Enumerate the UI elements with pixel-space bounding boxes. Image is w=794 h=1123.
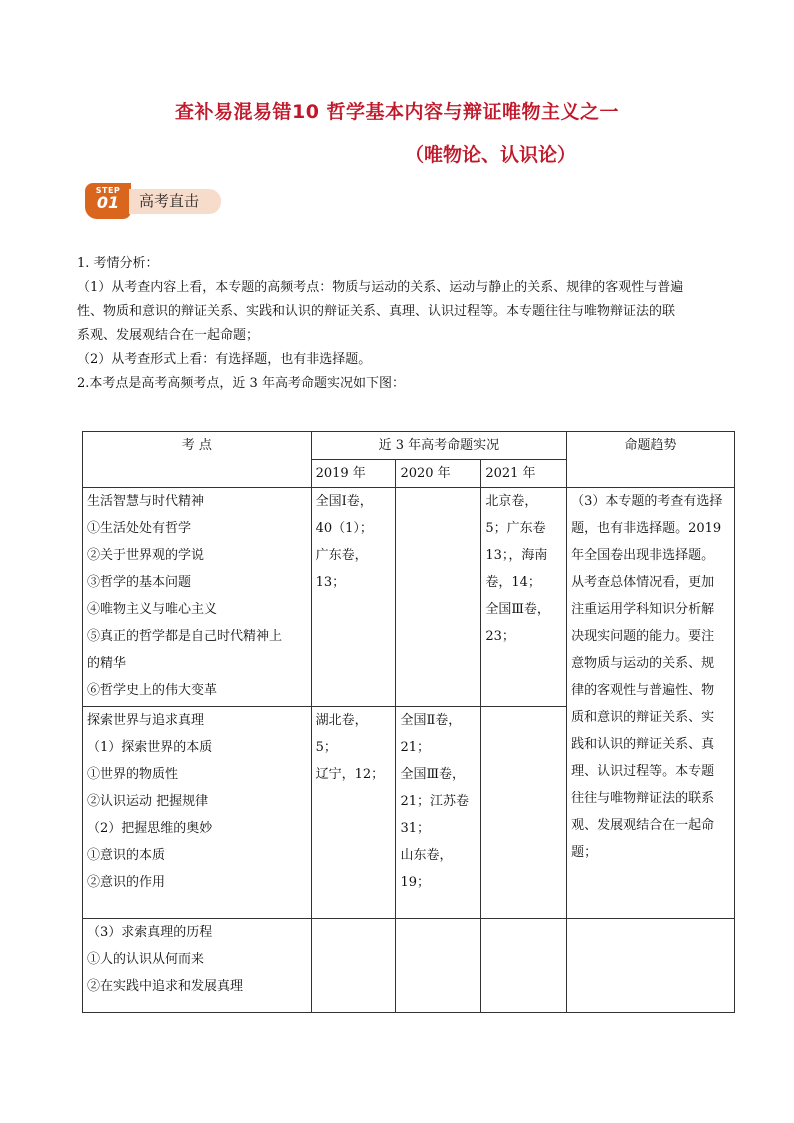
topic-line: ②认识运动 把握规律 [87, 794, 209, 809]
topic-line: ①意识的本质 [87, 848, 166, 863]
topic-line: ②意识的作用 [87, 875, 166, 890]
topic-line: ①生活处处有哲学 [87, 521, 192, 536]
exam-table [82, 431, 735, 1013]
exam-line: 全国Ⅱ卷， [400, 713, 462, 728]
trend-line: 践和认识的辩证关系、真 [571, 737, 715, 752]
exam-line: 全国Ⅲ卷， [485, 602, 550, 617]
trend-line: 决现实问题的能力。要注 [571, 629, 715, 644]
header-year: 2021 年 [481, 460, 567, 488]
topic-line: 的精华 [87, 656, 127, 671]
year-cell-2021 [481, 707, 567, 919]
exam-line: 湖北卷， [315, 713, 368, 728]
step-number: 01 [96, 193, 120, 212]
exam-line: 21；江苏卷 [400, 794, 469, 809]
trend-line: （3）本专题的考查有选择 [571, 494, 723, 509]
trend-line: 题； [571, 845, 598, 860]
exam-line: 19； [400, 875, 430, 890]
exam-line: 40（1）； [315, 521, 373, 536]
exam-line: 23； [485, 629, 515, 644]
topic-line: ③哲学的基本问题 [87, 575, 192, 590]
exam-line: 13； [315, 575, 346, 590]
header-year: 2019 年 [311, 460, 396, 488]
trend-line: 律的客观性与普遍性、物 [571, 683, 715, 698]
intro-line: 系观、发展观结合在一起命题； [77, 328, 260, 343]
exam-line: 21； [400, 740, 430, 755]
topic-line: ①人的认识从何而来 [87, 952, 205, 967]
year-cell-2020 [396, 488, 481, 707]
step-word: STEP [95, 186, 121, 195]
exam-line: 卷，14； [485, 575, 541, 590]
exam-line: 13；，海南 [485, 548, 548, 563]
topic-line: ⑤真正的哲学都是自己时代精神上 [87, 629, 283, 644]
step-label: 高考直击 [129, 189, 221, 214]
trend-line: 年全国卷出现非选择题。 [571, 548, 715, 563]
trend-line: 注重运用学科知识分析解 [571, 602, 715, 617]
year-cell-2019 [311, 707, 396, 919]
exam-line: 5；广东卷 [485, 521, 546, 536]
document-subtitle: （唯物论、认识论） [405, 144, 577, 166]
intro-line: 性、物质和意识的辩证关系、实践和认识的辩证关系、真理、认识过程等。本专题往往与唯物辩证法的联 [77, 304, 676, 319]
topic-line: （3）求索真理的历程 [87, 925, 213, 940]
topic-cell [83, 488, 312, 707]
intro-line: 2.本考点是高考高频考点，近 3 年高考命题实况如下图： [77, 376, 405, 391]
trend-line: 意物质与运动的关系、规 [571, 656, 715, 671]
topic-line: ②在实践中追求和发展真理 [87, 979, 244, 994]
step-tab [85, 183, 131, 219]
trend-line: 观、发展观结合在一起命 [571, 818, 715, 833]
topic-line: （2）把握思维的奥妙 [87, 821, 213, 836]
trend-line: 理、认识过程等。本专题 [571, 764, 715, 779]
topic-line: ⑥哲学史上的伟大变革 [87, 683, 218, 698]
topic-line: 生活智慧与时代精神 [87, 494, 205, 509]
trend-line: 质和意识的辩证关系、实 [571, 710, 715, 725]
exam-line: 5； [315, 740, 337, 755]
trend-line: 题，也有非选择题。2019 [571, 521, 722, 536]
exam-line: 全国Ⅰ卷， [315, 494, 373, 509]
header-trend: 命题趋势 [567, 432, 735, 488]
exam-line: 全国Ⅲ卷， [400, 767, 465, 782]
intro-line: （1）从考查内容上看，本专题的高频考点：物质与运动的关系、运动与静止的关系、规律的客观性与普遍 [77, 280, 684, 295]
topic-line: ①世界的物质性 [87, 767, 179, 782]
trend-line: 从考查总体情况看，更加 [571, 575, 715, 590]
document-title: 查补易混易错10 哲学基本内容与辩证唯物主义之一 [174, 101, 620, 123]
exam-line: 山东卷， [400, 848, 453, 863]
intro-text [77, 252, 717, 396]
header-shikuang: 近 3 年高考命题实况 [311, 432, 567, 460]
topic-line: ④唯物主义与唯心主义 [87, 602, 218, 617]
topic-cell [83, 707, 312, 919]
exam-line: 31； [400, 821, 430, 836]
topic-line: （1）探索世界的本质 [87, 740, 213, 755]
year-cell-2020 [396, 707, 481, 919]
exam-line: 北京卷， [485, 494, 538, 509]
header-kaodian: 考 点 [83, 432, 312, 488]
exam-line: 辽宁，12； [315, 767, 385, 782]
topic-cell [83, 919, 312, 1013]
intro-line: （2）从考查形式上看：有选择题，也有非选择题。 [77, 352, 372, 367]
step-badge [85, 181, 221, 221]
topic-line: ②关于世界观的学说 [87, 548, 205, 563]
year-cell-2021 [481, 488, 567, 707]
trend-line: 往往与唯物辩证法的联系 [571, 791, 715, 806]
trend-cell [567, 488, 735, 919]
topic-line: 探索世界与追求真理 [87, 713, 205, 728]
year-cell-2020 [396, 919, 481, 1013]
year-cell-2019 [311, 488, 396, 707]
trend-cell-empty [567, 919, 735, 1013]
header-year: 2020 年 [396, 460, 481, 488]
year-cell-2019 [311, 919, 396, 1013]
year-cell-2021 [481, 919, 567, 1013]
exam-line: 广东卷， [315, 548, 368, 563]
intro-line: 1. 考情分析： [77, 256, 159, 271]
